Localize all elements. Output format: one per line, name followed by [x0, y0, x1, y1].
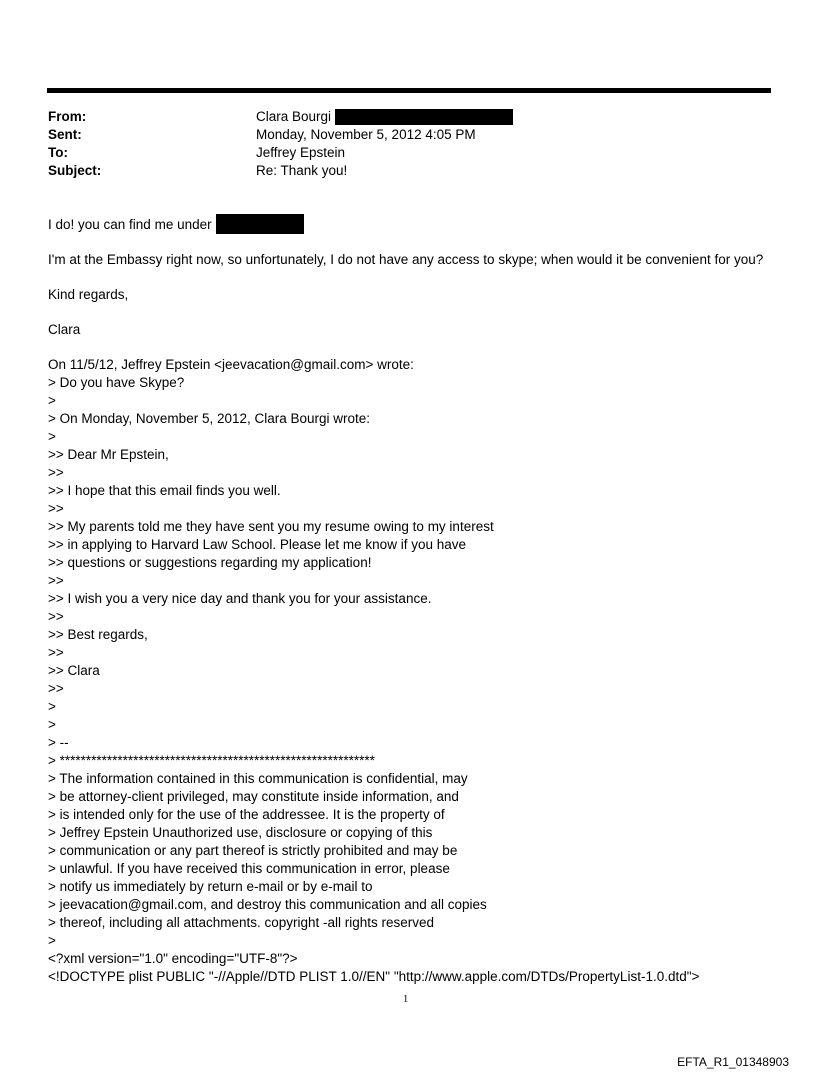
quoted-line: > Jeffrey Epstein Unauthorized use, disclosure or copying of this: [48, 825, 433, 840]
quoted-line: > --: [48, 735, 69, 750]
quoted-line: > The information contained in this communication is confidential, may: [48, 771, 468, 786]
quoted-line: >: [48, 393, 56, 408]
redacted-email-block: [335, 109, 513, 125]
quoted-line: > be attorney-client privileged, may constitute inside information, and: [48, 789, 459, 804]
sent-label: Sent:: [48, 127, 82, 142]
quoted-line: > is intended only for the use of the addressee. It is the property of: [48, 807, 445, 822]
quoted-line: > On Monday, November 5, 2012, Clara Bourgi wrote:: [48, 411, 371, 426]
quoted-line: >>: [48, 573, 64, 588]
quoted-line: >>: [48, 645, 64, 660]
redacted-skype-block: [216, 214, 304, 234]
quoted-line: >>: [48, 465, 64, 480]
body-line-signature: Clara: [48, 322, 81, 337]
quoted-line: > ************************************************************: [48, 753, 375, 768]
quoted-line: > thereof, including all attachments. copyright -all rights reserved: [48, 915, 435, 930]
to-value: Jeffrey Epstein: [256, 145, 346, 160]
quoted-line: >: [48, 717, 56, 732]
quoted-line: >> Clara: [48, 663, 100, 678]
quoted-line: > unlawful. If you have received this communication in error, please: [48, 861, 450, 876]
quoted-line: >: [48, 699, 56, 714]
quoted-line: > communication or any part thereof is strictly prohibited and may be: [48, 843, 458, 858]
quoted-line: > Do you have Skype?: [48, 375, 185, 390]
quoted-line: > jeevacation@gmail.com, and destroy this communication and all copies: [48, 897, 487, 912]
from-row: [48, 108, 513, 126]
quoted-line: >: [48, 429, 56, 444]
quoted-thread: [48, 356, 788, 986]
from-label: From:: [48, 109, 87, 124]
quoted-line: On 11/5/12, Jeffrey Epstein <jeevacation@gmail.com> wrote:: [48, 357, 414, 372]
quoted-line: >> Dear Mr Epstein,: [48, 447, 169, 462]
from-value-group: [256, 108, 513, 126]
page-number: 1: [403, 994, 409, 1005]
from-value: Clara Bourgi: [256, 109, 332, 124]
quoted-line: > notify us immediately by return e-mail or by e-mail to: [48, 879, 373, 894]
quoted-line: <?xml version="1.0" encoding="UTF-8"?>: [48, 951, 298, 966]
to-row: [48, 144, 513, 162]
subject-label: Subject:: [48, 163, 102, 178]
body-line-skype: [48, 214, 788, 234]
header-divider: [47, 88, 771, 93]
body-line-skype-text: I do! you can find me under: [48, 217, 212, 232]
subject-value: Re: Thank you!: [256, 163, 348, 178]
sent-value: Monday, November 5, 2012 4:05 PM: [256, 127, 476, 142]
quoted-line: >>: [48, 609, 64, 624]
quoted-line: >> in applying to Harvard Law School. Please let me know if you have: [48, 537, 466, 552]
quoted-line: >> I wish you a very nice day and thank you for your assistance.: [48, 591, 432, 606]
quoted-line: >> Best regards,: [48, 627, 148, 642]
quoted-line: >> I hope that this email finds you well.: [48, 483, 281, 498]
body-line-regards: Kind regards,: [48, 287, 129, 302]
quoted-line: >: [48, 933, 56, 948]
document-id: EFTA_R1_01348903: [677, 1055, 789, 1069]
quoted-line: <!DOCTYPE plist PUBLIC "-//Apple//DTD PLIST 1.0//EN" "http://www.apple.com/DTDs/PropertyList-1.0.dtd">: [48, 969, 700, 984]
body-line-embassy: I'm at the Embassy right now, so unfortunately, I do not have any access to skype; when would it be convenient for you?: [48, 252, 764, 267]
sent-row: [48, 126, 513, 144]
quoted-line: >>: [48, 501, 64, 516]
quoted-line: >> My parents told me they have sent you my resume owing to my interest: [48, 519, 494, 534]
quoted-line: >>: [48, 681, 64, 696]
email-body: [48, 214, 788, 986]
email-header: [48, 108, 513, 180]
to-label: To:: [48, 145, 68, 160]
quoted-line: >> questions or suggestions regarding my application!: [48, 555, 372, 570]
subject-row: [48, 162, 513, 180]
